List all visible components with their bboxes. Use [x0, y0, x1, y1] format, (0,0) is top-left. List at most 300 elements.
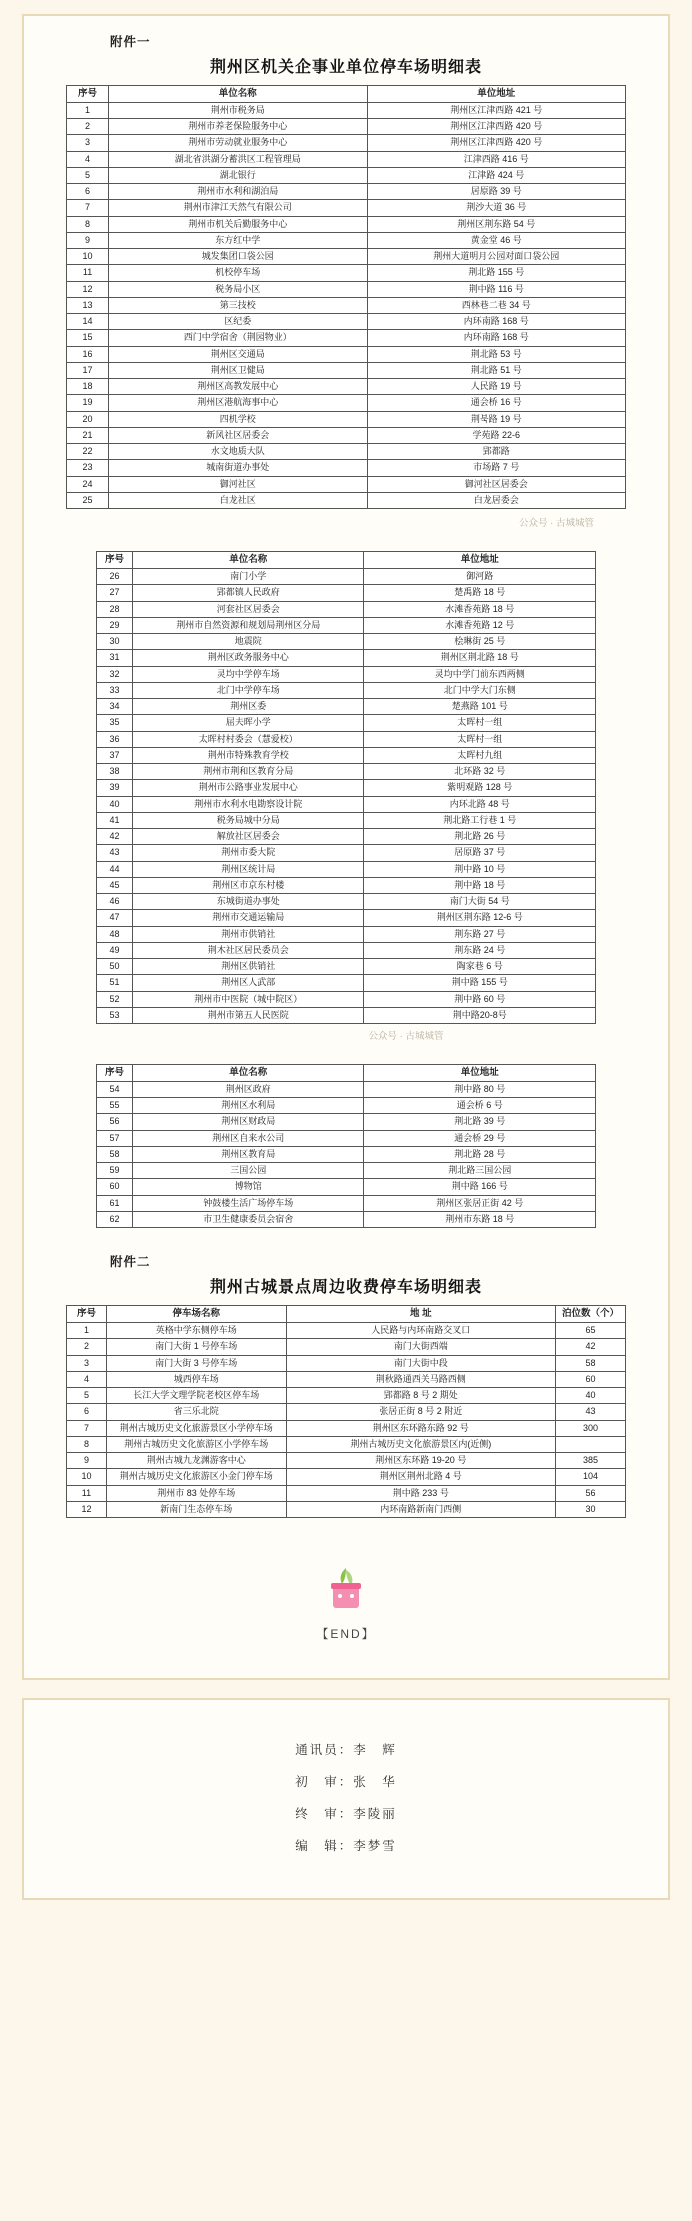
- appendix1-cont2-cell-2: 通会桥 6 号: [364, 1098, 596, 1114]
- appendix2-cell-3: 30: [556, 1501, 626, 1517]
- table-row: [67, 314, 626, 330]
- table-row: [67, 1501, 626, 1517]
- table-row: [97, 1081, 596, 1097]
- appendix1-cell-2: 荆沙大道 36 号: [367, 200, 625, 216]
- appendix1-cont-cell-1: 荆州市特殊教育学校: [132, 747, 364, 763]
- appendix1-cont-cell-1: 荆州市荆和区教育分局: [132, 764, 364, 780]
- table-row: [67, 1453, 626, 1469]
- appendix2-cell-1: 荆州古城历史文化旅游区小金门停车场: [106, 1469, 286, 1485]
- appendix1-cell-1: 四机学校: [109, 411, 367, 427]
- appendix1-cont-cell-1: 荆州市供销社: [132, 926, 364, 942]
- appendix1-cont2-cell-2: 荆州区张居正街 42 号: [364, 1195, 596, 1211]
- table-row: [97, 861, 596, 877]
- table-row: [67, 297, 626, 313]
- appendix1-cont2-cell-2: 荆北路三国公园: [364, 1163, 596, 1179]
- appendix2-cell-0: 12: [67, 1501, 107, 1517]
- appendix1-cell-2: 居原路 39 号: [367, 184, 625, 200]
- appendix1-cont2-cell-2: 荆北路 39 号: [364, 1114, 596, 1130]
- appendix1-cell-1: 第三技校: [109, 297, 367, 313]
- table-row: [67, 1323, 626, 1339]
- column-header-unit-name: 单位名称: [132, 1065, 364, 1082]
- appendix1-cell-1: 新风社区居委会: [109, 427, 367, 443]
- appendix1-cell-1: 西门中学宿舍（荆园物业）: [109, 330, 367, 346]
- table-row: [67, 1388, 626, 1404]
- appendix1-cont-cell-1: 南门小学: [132, 569, 364, 585]
- appendix1-cell-2: 荆中路 116 号: [367, 281, 625, 297]
- appendix1-cont-cell-0: 44: [97, 861, 133, 877]
- appendix2-cell-1: 荆州市 83 处停车场: [106, 1485, 286, 1501]
- appendix1-cell-2: 人民路 19 号: [367, 379, 625, 395]
- plant-icon: [323, 1562, 369, 1614]
- appendix1-cont2-block: [38, 1064, 654, 1228]
- appendix2-cell-3: 385: [556, 1453, 626, 1469]
- table-row: [67, 119, 626, 135]
- appendix1-cont-cell-0: 28: [97, 601, 133, 617]
- table-row: [67, 200, 626, 216]
- appendix1-cont-table: [96, 551, 596, 1024]
- appendix2-cell-0: 8: [67, 1436, 107, 1452]
- column-header-lot-name: 停车场名称: [106, 1306, 286, 1323]
- column-header-index: 序号: [67, 86, 109, 103]
- table-row: [97, 747, 596, 763]
- appendix1-cell-2: 白龙居委会: [367, 492, 625, 508]
- appendix1-cell-2: 荆州区荆东路 54 号: [367, 216, 625, 232]
- appendix1-cont-cell-0: 37: [97, 747, 133, 763]
- appendix1-cont-cell-2: 荆东路 24 号: [364, 942, 596, 958]
- appendix1-cell-0: 7: [67, 200, 109, 216]
- appendix1-cell-1: 湖北省洪湖分蓄洪区工程管理局: [109, 151, 367, 167]
- appendix1-cont-cell-1: 荆州区人武部: [132, 975, 364, 991]
- table-row: [67, 151, 626, 167]
- table-row: [97, 634, 596, 650]
- appendix1-cell-2: 荆州大道明月公园对面口袋公园: [367, 249, 625, 265]
- appendix1-cell-0: 13: [67, 297, 109, 313]
- watermark-1: 公众号 · 古城城管: [519, 518, 594, 530]
- appendix1-cont-cell-2: 楚燕路 101 号: [364, 699, 596, 715]
- appendix1-cont-cell-2: 北环路 32 号: [364, 764, 596, 780]
- table-row: [97, 1179, 596, 1195]
- appendix2-cell-2: 荆州区东环路东路 92 号: [286, 1420, 555, 1436]
- appendix1-cont-cell-0: 51: [97, 975, 133, 991]
- table-row: [67, 427, 626, 443]
- table-row: [97, 1130, 596, 1146]
- appendix1-cont-cell-2: 荆中路 10 号: [364, 861, 596, 877]
- appendix1-cont2-cell-0: 60: [97, 1179, 133, 1195]
- appendix1-cont-cell-1: 灵均中学停车场: [132, 666, 364, 682]
- table-row: [97, 991, 596, 1007]
- appendix1-cell-1: 荆州市劳动就业服务中心: [109, 135, 367, 151]
- appendix2-cell-2: 张居正街 8 号 2 附近: [286, 1404, 555, 1420]
- appendix1-cell-0: 22: [67, 444, 109, 460]
- table-header-row: [67, 86, 626, 103]
- appendix1-cont-cell-1: 荆州区市京东村楼: [132, 877, 364, 893]
- appendix1-cont2-cell-0: 59: [97, 1163, 133, 1179]
- appendix1-table: [66, 85, 626, 509]
- table-row: [67, 1436, 626, 1452]
- appendix1-cell-0: 17: [67, 362, 109, 378]
- appendix1-cell-2: 黄金堂 46 号: [367, 232, 625, 248]
- appendix1-cont-cell-2: 荆东路 27 号: [364, 926, 596, 942]
- table-row: [97, 617, 596, 633]
- appendix1-cont-cell-1: 荆州市第五人民医院: [132, 1007, 364, 1023]
- appendix2-cell-3: 60: [556, 1371, 626, 1387]
- appendix1-cont-cell-0: 48: [97, 926, 133, 942]
- table-row: [67, 1404, 626, 1420]
- appendix1-cell-2: 江津路 424 号: [367, 167, 625, 183]
- appendix1-cell-2: 荆북路 19 号: [367, 411, 625, 427]
- credit-line: 初 审：张 华: [295, 1775, 397, 1789]
- appendix1-cont-cell-2: 水滩香苑路 12 号: [364, 617, 596, 633]
- table-row: [67, 1469, 626, 1485]
- appendix1-cont-cell-2: 荆中路20-8号: [364, 1007, 596, 1023]
- appendix2-cell-3: 40: [556, 1388, 626, 1404]
- appendix1-cell-0: 19: [67, 395, 109, 411]
- appendix1-cell-0: 20: [67, 411, 109, 427]
- appendix1-cell-2: 荆州区江津西路 421 号: [367, 102, 625, 118]
- appendix1-cont-cell-2: 荆中路 18 号: [364, 877, 596, 893]
- appendix2-cell-1: 城西停车场: [106, 1371, 286, 1387]
- appendix1-cont-cell-0: 50: [97, 959, 133, 975]
- appendix2-cell-2: 内环南路新南门西侧: [286, 1501, 555, 1517]
- appendix1-cont-cell-1: 河套社区居委会: [132, 601, 364, 617]
- table-row: [67, 1339, 626, 1355]
- appendix1-cont-cell-1: 地震院: [132, 634, 364, 650]
- table-row: [67, 1485, 626, 1501]
- credit-line: 终 审：李陵丽: [295, 1807, 397, 1821]
- appendix1-cell-0: 11: [67, 265, 109, 281]
- appendix1-cont-cell-2: 荆北路工行巷 1 号: [364, 812, 596, 828]
- appendix1-label: 附件一: [110, 35, 151, 49]
- table-header-row: [97, 552, 596, 569]
- appendix1-cont2-cell-0: 58: [97, 1146, 133, 1162]
- appendix1-cont-cell-1: 荆州市交通运输局: [132, 910, 364, 926]
- appendix2-cell-1: 长江大学文理学院老校区停车场: [106, 1388, 286, 1404]
- appendix2-cell-0: 5: [67, 1388, 107, 1404]
- appendix1-cell-1: 东方红中学: [109, 232, 367, 248]
- appendix2-cell-1: 荆州古城九龙渊游客中心: [106, 1453, 286, 1469]
- column-header-address: 地 址: [286, 1306, 555, 1323]
- appendix1-cont-cell-2: 桧琳街 25 号: [364, 634, 596, 650]
- table-row: [97, 1211, 596, 1227]
- appendix1-cont-cell-0: 42: [97, 829, 133, 845]
- appendix1-cell-1: 水文地质大队: [109, 444, 367, 460]
- table-row: [97, 942, 596, 958]
- appendix1-cont2-cell-1: 三国公园: [132, 1163, 364, 1179]
- table-row: [97, 1098, 596, 1114]
- credit-line: 编 辑：李梦雪: [295, 1839, 397, 1853]
- appendix1-cell-2: 荆州区江津西路 420 号: [367, 135, 625, 151]
- table-row: [97, 959, 596, 975]
- appendix1-cont-cell-2: 紫明观路 128 号: [364, 780, 596, 796]
- appendix1-cont-block: [38, 551, 654, 1024]
- appendix1-cont2-cell-1: 市卫生健康委员会宿舍: [132, 1211, 364, 1227]
- appendix1-cell-0: 2: [67, 119, 109, 135]
- table-row: [97, 585, 596, 601]
- appendix1-cont-cell-0: 52: [97, 991, 133, 1007]
- appendix1-cont-cell-2: 内环北路 48 号: [364, 796, 596, 812]
- table-row: [67, 216, 626, 232]
- table-row: [97, 1146, 596, 1162]
- table-row: [67, 346, 626, 362]
- appendix1-cont-cell-2: 居原路 37 号: [364, 845, 596, 861]
- appendix1-cont-cell-2: 太晖村一组: [364, 715, 596, 731]
- appendix2-cell-1: 省三乐北院: [106, 1404, 286, 1420]
- table-row: [67, 379, 626, 395]
- appendix1-cont-cell-1: 荆州市公路事业发展中心: [132, 780, 364, 796]
- credit-line: 通讯员：李 辉: [295, 1743, 397, 1757]
- appendix2-cell-2: 荆州区东环路 19-20 号: [286, 1453, 555, 1469]
- appendix2-cell-3: 58: [556, 1355, 626, 1371]
- table-row: [97, 1007, 596, 1023]
- column-header-unit-address: 单位地址: [367, 86, 625, 103]
- column-header-capacity: 泊位数（个）: [556, 1306, 626, 1323]
- appendix1-cont-cell-2: 陶家巷 6 号: [364, 959, 596, 975]
- appendix2-cell-3: 43: [556, 1404, 626, 1420]
- appendix1-cont2-cell-0: 62: [97, 1211, 133, 1227]
- appendix1-cont-cell-2: 荆中路 60 号: [364, 991, 596, 1007]
- appendix2-cell-2: 荆中路 233 号: [286, 1485, 555, 1501]
- appendix1-cell-0: 25: [67, 492, 109, 508]
- appendix1-cont-cell-0: 45: [97, 877, 133, 893]
- table-header-row: [67, 1306, 626, 1323]
- table-row: [97, 682, 596, 698]
- appendix1-cont2-cell-2: 荆中路 166 号: [364, 1179, 596, 1195]
- appendix1-cont-cell-2: 荆州区荆东路 12-6 号: [364, 910, 596, 926]
- appendix2-cell-3: 65: [556, 1323, 626, 1339]
- appendix1-cont-cell-1: 荆州市委大院: [132, 845, 364, 861]
- appendix1-cell-1: 荆州区卫健局: [109, 362, 367, 378]
- appendix2-cell-0: 9: [67, 1453, 107, 1469]
- document-page: [0, 14, 692, 2221]
- appendix1-cont2-cell-1: 荆州区财政局: [132, 1114, 364, 1130]
- appendix1-cont2-cell-1: 博物馆: [132, 1179, 364, 1195]
- appendix1-cell-0: 6: [67, 184, 109, 200]
- appendix1-cont-cell-1: 荆州市中医院（城中院区）: [132, 991, 364, 1007]
- appendix1-cont-cell-1: 荆州区委: [132, 699, 364, 715]
- appendix1-cont-cell-2: 太晖村九组: [364, 747, 596, 763]
- table-row: [67, 102, 626, 118]
- column-header-unit-name: 单位名称: [132, 552, 364, 569]
- appendix1-cell-0: 3: [67, 135, 109, 151]
- appendix2-cell-1: 南门大街 1 号停车场: [106, 1339, 286, 1355]
- appendix1-cell-1: 荆州市税务局: [109, 102, 367, 118]
- table-row: [67, 265, 626, 281]
- appendix1-cont-cell-1: 税务局城中分局: [132, 812, 364, 828]
- appendix1-cont-cell-0: 40: [97, 796, 133, 812]
- appendix2-cell-2: 南门大街西端: [286, 1339, 555, 1355]
- table-row: [97, 666, 596, 682]
- appendix1-cont2-cell-2: 荆州市东路 18 号: [364, 1211, 596, 1227]
- appendix1-cont-cell-2: 荆中路 155 号: [364, 975, 596, 991]
- appendix1-cell-2: 荆州区江津西路 420 号: [367, 119, 625, 135]
- appendix2-cell-0: 10: [67, 1469, 107, 1485]
- appendix1-cont2-cell-2: 荆中路 80 号: [364, 1081, 596, 1097]
- appendix1-cell-0: 24: [67, 476, 109, 492]
- appendix1-cont-cell-2: 荆北路 26 号: [364, 829, 596, 845]
- watermark-2: 公众号 · 古城城管: [368, 1031, 444, 1042]
- appendix1-cont-cell-2: 荆州区荆北路 18 号: [364, 650, 596, 666]
- appendix1-cont-cell-2: 楚禹路 18 号: [364, 585, 596, 601]
- column-header-unit-address: 单位地址: [364, 1065, 596, 1082]
- appendix1-cell-2: 通会桥 16 号: [367, 395, 625, 411]
- appendix1-cont-cell-0: 26: [97, 569, 133, 585]
- table-row: [97, 650, 596, 666]
- table-row: [97, 715, 596, 731]
- appendix2-table-body: [67, 1323, 626, 1518]
- table-row: [97, 975, 596, 991]
- credits-frame: [22, 1698, 670, 1900]
- appendix1-cell-0: 15: [67, 330, 109, 346]
- appendix2-cell-1: 荆州古城历史文化旅游区小学停车场: [106, 1436, 286, 1452]
- appendix1-cell-1: 区纪委: [109, 314, 367, 330]
- appendix1-cont-cell-0: 31: [97, 650, 133, 666]
- appendix1-cell-2: 江津西路 416 号: [367, 151, 625, 167]
- appendix1-cell-1: 荆州市水利和湖泊局: [109, 184, 367, 200]
- appendix1-cont-cell-1: 屈夫晖小学: [132, 715, 364, 731]
- appendix1-cont2-table-body: [97, 1081, 596, 1227]
- appendix1-cell-2: 荆北路 155 号: [367, 265, 625, 281]
- appendix1-cell-1: 税务局小区: [109, 281, 367, 297]
- column-header-index: 序号: [67, 1306, 107, 1323]
- table-row: [67, 476, 626, 492]
- appendix2-cell-0: 6: [67, 1404, 107, 1420]
- appendix1-cell-2: 郢都路: [367, 444, 625, 460]
- appendix2-cell-2: 荆州古城历史文化旅游景区内(近侧): [286, 1436, 555, 1452]
- appendix2-cell-3: [556, 1436, 626, 1452]
- appendix2-cell-1: 英格中学东侧停车场: [106, 1323, 286, 1339]
- table-row: [97, 731, 596, 747]
- appendix2-cell-3: 104: [556, 1469, 626, 1485]
- table-row: [97, 699, 596, 715]
- appendix1-cell-2: 内环南路 168 号: [367, 330, 625, 346]
- appendix2-cell-3: 300: [556, 1420, 626, 1436]
- appendix1-cell-2: 荆北路 51 号: [367, 362, 625, 378]
- appendix2-cell-0: 11: [67, 1485, 107, 1501]
- appendix1-cont2-table: [96, 1064, 596, 1228]
- appendix1-cont-cell-0: 43: [97, 845, 133, 861]
- appendix1-cell-1: 城发集团口袋公园: [109, 249, 367, 265]
- table-row: [67, 1371, 626, 1387]
- table-row: [97, 764, 596, 780]
- appendix2-cell-2: 郢都路 8 号 2 期处: [286, 1388, 555, 1404]
- appendix1-cell-2: 荆北路 53 号: [367, 346, 625, 362]
- appendix1-cont2-cell-0: 56: [97, 1114, 133, 1130]
- appendix1-cont-cell-1: 荆州市自然资源和规划局荆州区分局: [132, 617, 364, 633]
- table-row: [97, 780, 596, 796]
- table-row: [97, 845, 596, 861]
- table-row: [97, 829, 596, 845]
- appendix1-cont-cell-2: 北门中学大门东侧: [364, 682, 596, 698]
- appendix1-cell-0: 5: [67, 167, 109, 183]
- appendix1-cell-1: 机校停车场: [109, 265, 367, 281]
- appendix1-table-body: [67, 102, 626, 508]
- appendix1-cell-1: 荆州市津江天然气有限公司: [109, 200, 367, 216]
- appendix1-cont2-cell-1: 荆州区自来水公司: [132, 1130, 364, 1146]
- appendix2-cell-3: 42: [556, 1339, 626, 1355]
- table-row: [97, 894, 596, 910]
- appendix1-cont2-cell-0: 55: [97, 1098, 133, 1114]
- table-row: [67, 232, 626, 248]
- appendix1-cont-cell-2: 南门大街 54 号: [364, 894, 596, 910]
- table-row: [67, 444, 626, 460]
- appendix1-cont-cell-0: 30: [97, 634, 133, 650]
- appendix1-cell-1: 荆州市养老保险服务中心: [109, 119, 367, 135]
- appendix1-cont-cell-1: 北门中学停车场: [132, 682, 364, 698]
- appendix1-cont-cell-0: 39: [97, 780, 133, 796]
- appendix2-cell-0: 2: [67, 1339, 107, 1355]
- appendix1-cont-cell-1: 荆州区供销社: [132, 959, 364, 975]
- appendix1-cont-cell-0: 47: [97, 910, 133, 926]
- appendix1-cont-cell-0: 29: [97, 617, 133, 633]
- appendix1-cell-1: 荆州区高教发展中心: [109, 379, 367, 395]
- appendix1-cont-cell-2: 御河路: [364, 569, 596, 585]
- table-row: [67, 184, 626, 200]
- appendix1-cont-cell-1: 东城街道办事处: [132, 894, 364, 910]
- appendix2-cell-3: 56: [556, 1485, 626, 1501]
- appendix1-cell-2: 市场路 7 号: [367, 460, 625, 476]
- column-header-index: 序号: [97, 552, 133, 569]
- table-row: [67, 492, 626, 508]
- appendix1-cell-1: 荆州区交通局: [109, 346, 367, 362]
- table-row: [97, 1195, 596, 1211]
- table-row: [97, 1163, 596, 1179]
- appendix1-cont-cell-1: 荆州市水利水电勘察设计院: [132, 796, 364, 812]
- table-row: [67, 135, 626, 151]
- appendix1-cont-cell-1: 郢都镇人民政府: [132, 585, 364, 601]
- appendix2-title: 荆州古城景点周边收费停车场明细表: [209, 1279, 482, 1297]
- end-label: 【END】: [316, 1627, 376, 1641]
- table-row: [67, 411, 626, 427]
- appendix1-cont-cell-0: 34: [97, 699, 133, 715]
- appendix1-cont-cell-1: 荆州区政务服务中心: [132, 650, 364, 666]
- appendix1-cell-0: 10: [67, 249, 109, 265]
- appendix1-cell-1: 御河社区: [109, 476, 367, 492]
- appendix1-cont-cell-2: 水滩香苑路 18 号: [364, 601, 596, 617]
- appendix1-cont2-cell-2: 通会桥 29 号: [364, 1130, 596, 1146]
- table-row: [67, 281, 626, 297]
- appendix1-cont-cell-0: 33: [97, 682, 133, 698]
- appendix2-cell-0: 4: [67, 1371, 107, 1387]
- appendix1-cell-1: 荆州市机关后勤服务中心: [109, 216, 367, 232]
- appendix1-cont2-cell-0: 61: [97, 1195, 133, 1211]
- appendix2-cell-0: 7: [67, 1420, 107, 1436]
- table-row: [67, 249, 626, 265]
- appendix1-cell-1: 湖北银行: [109, 167, 367, 183]
- appendix1-cell-0: 21: [67, 427, 109, 443]
- appendix1-cont-cell-0: 36: [97, 731, 133, 747]
- appendix1-cell-0: 1: [67, 102, 109, 118]
- column-header-index: 序号: [97, 1065, 133, 1082]
- appendix2-table: [66, 1305, 626, 1518]
- appendix1-cont2-cell-2: 荆北路 28 号: [364, 1146, 596, 1162]
- appendix1-cont-cell-2: 灵均中学门前东西两侧: [364, 666, 596, 682]
- table-row: [97, 812, 596, 828]
- appendix1-cont-cell-0: 46: [97, 894, 133, 910]
- appendix1-cell-2: 内环南路 168 号: [367, 314, 625, 330]
- column-header-unit-address: 单位地址: [364, 552, 596, 569]
- appendix1-cont2-cell-1: 荆州区政府: [132, 1081, 364, 1097]
- table-row: [67, 395, 626, 411]
- appendix1-cell-0: 23: [67, 460, 109, 476]
- appendix1-title: 荆州区机关企事业单位停车场明细表: [209, 59, 482, 76]
- table-row: [67, 460, 626, 476]
- appendix2-cell-2: 荆州区荆州北路 4 号: [286, 1469, 555, 1485]
- table-row: [97, 926, 596, 942]
- table-row: [67, 362, 626, 378]
- appendix1-cont-cell-1: 荆木社区居民委员会: [132, 942, 364, 958]
- table-row: [97, 569, 596, 585]
- appendix2-cell-1: 新南门生态停车场: [106, 1501, 286, 1517]
